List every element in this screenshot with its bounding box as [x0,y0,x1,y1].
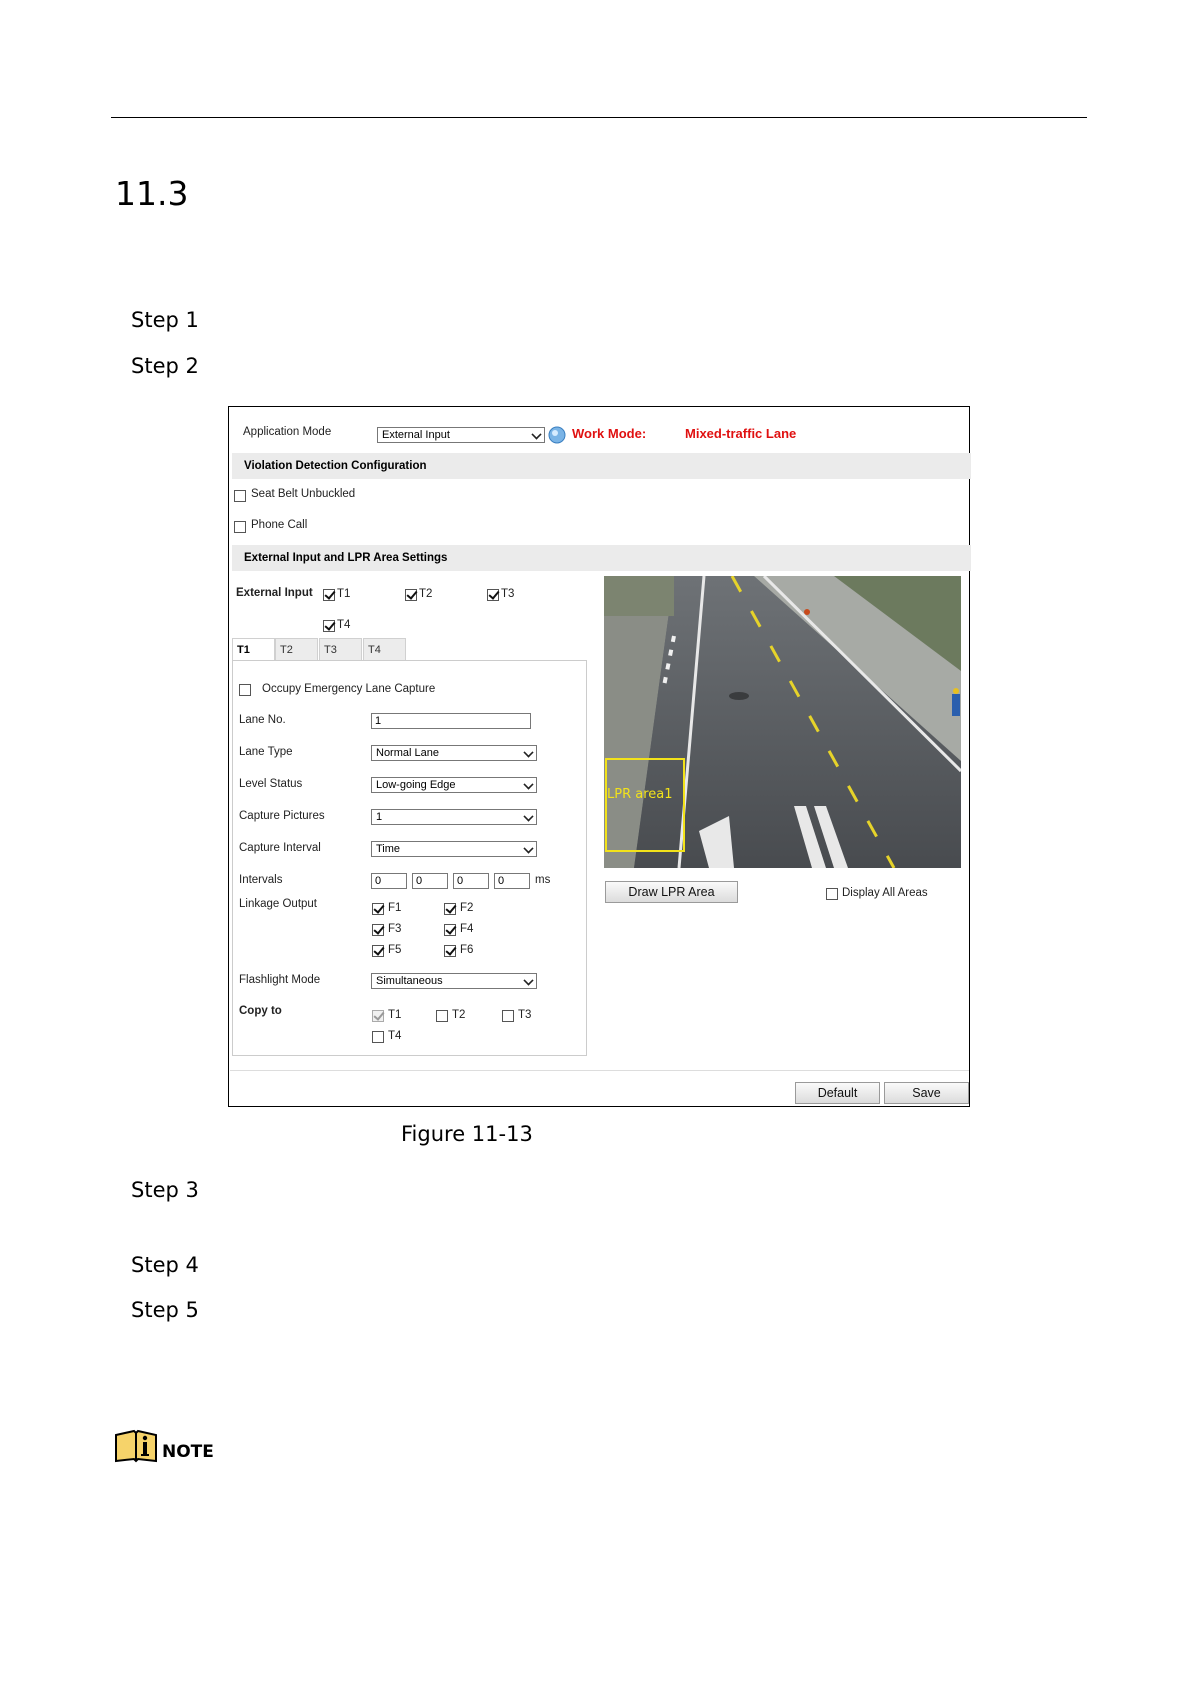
linkage-f5-label: F5 [388,944,402,956]
note-callout [114,1429,214,1463]
external-input-t3-checkbox[interactable] [487,589,499,601]
header-rule [111,117,1087,118]
violation-detection-header: Violation Detection Configuration [232,453,971,479]
chevron-down-icon [523,811,533,821]
flashlight-mode-label: Flashlight Mode [239,974,321,986]
external-input-t1-checkbox[interactable] [323,589,335,601]
interval-input-1[interactable]: 0 [371,873,407,889]
external-input-t1-label: T1 [337,588,351,600]
help-icon[interactable] [548,426,566,444]
road-scene-image [604,576,961,868]
tab-t3[interactable]: T3 [319,638,362,661]
capture-interval-value: Time [376,843,401,855]
seat-belt-checkbox[interactable] [234,490,246,502]
seat-belt-label: Seat Belt Unbuckled [251,488,356,500]
level-status-value: Low-going Edge [376,779,456,791]
linkage-f5-checkbox[interactable] [372,945,384,957]
chevron-down-icon [523,779,533,789]
occupy-emergency-lane-label: Occupy Emergency Lane Capture [262,683,436,695]
interval-input-3[interactable]: 0 [453,873,489,889]
chevron-down-icon [523,843,533,853]
work-mode-value: Mixed-traffic Lane [685,426,797,441]
lpr-area-label: LPR area1 [607,787,673,802]
capture-pictures-label: Capture Pictures [239,810,325,822]
linkage-f6-checkbox[interactable] [444,945,456,957]
linkage-f4-checkbox[interactable] [444,924,456,936]
occupy-emergency-lane-checkbox[interactable] [239,684,251,696]
default-button[interactable]: Default [795,1082,880,1104]
tab-t1[interactable]: T1 [232,638,275,661]
copy-to-t3-checkbox[interactable] [502,1010,514,1022]
step-label: Step 2 [131,354,199,378]
linkage-f1-label: F1 [388,902,402,914]
linkage-f3-label: F3 [388,923,402,935]
tab-t2[interactable]: T2 [275,638,318,661]
save-button[interactable]: Save [884,1082,969,1104]
interval-input-2[interactable]: 0 [412,873,448,889]
application-mode-value: External Input [382,429,450,441]
phone-call-checkbox[interactable] [234,521,246,533]
copy-to-label: Copy to [239,1005,282,1017]
lane-no-input[interactable]: 1 [371,713,531,729]
linkage-f6-label: F6 [460,944,474,956]
display-all-areas-checkbox[interactable] [826,888,838,900]
application-mode-select[interactable] [377,427,545,443]
step-label: Step 5 [131,1298,199,1322]
copy-to-t1-label: T1 [388,1009,402,1021]
external-input-t4-checkbox[interactable] [323,620,335,632]
external-input-lpr-header: External Input and LPR Area Settings [232,545,971,571]
chevron-down-icon [523,975,533,985]
external-input-t2-label: T2 [419,588,433,600]
application-mode-label: Application Mode [243,426,332,438]
copy-to-t3-label: T3 [518,1009,532,1021]
note-label: NOTE [162,1442,214,1462]
step-label: Step 4 [131,1253,199,1277]
copy-to-t4-checkbox[interactable] [372,1031,384,1043]
external-input-t3-label: T3 [501,588,515,600]
interval-input-4[interactable]: 0 [494,873,530,889]
section-number: 11.3 [115,174,189,213]
lane-type-value: Normal Lane [376,747,439,759]
intervals-label: Intervals [239,874,283,886]
level-status-label: Level Status [239,778,303,790]
display-all-areas-label: Display All Areas [842,887,928,899]
linkage-f4-label: F4 [460,923,474,935]
capture-pictures-value: 1 [376,811,383,823]
capture-interval-select[interactable] [371,841,537,857]
copy-to-t1-checkbox [372,1010,384,1022]
linkage-f3-checkbox[interactable] [372,924,384,936]
copy-to-t2-label: T2 [452,1009,466,1021]
step-label: Step 1 [131,308,199,332]
flashlight-mode-select[interactable] [371,973,537,989]
info-book-icon [114,1429,158,1463]
footer-divider [230,1070,969,1071]
phone-call-label: Phone Call [251,519,308,531]
linkage-f1-checkbox[interactable] [372,903,384,915]
copy-to-t2-checkbox[interactable] [436,1010,448,1022]
linkage-f2-label: F2 [460,902,474,914]
step-label: Step 3 [131,1178,199,1202]
lane-type-label: Lane Type [239,746,293,758]
linkage-f2-checkbox[interactable] [444,903,456,915]
intervals-unit: ms [535,874,551,886]
chevron-down-icon [531,429,541,439]
live-video-preview[interactable] [604,576,961,868]
copy-to-t4-label: T4 [388,1030,402,1042]
level-status-select[interactable] [371,777,537,793]
work-mode-label: Work Mode: [572,426,647,441]
lane-no-label: Lane No. [239,714,286,726]
linkage-output-label: Linkage Output [239,898,318,910]
lane-type-select[interactable] [371,745,537,761]
flashlight-mode-value: Simultaneous [376,975,443,987]
external-input-t4-label: T4 [337,619,351,631]
draw-lpr-area-button[interactable]: Draw LPR Area [605,881,738,903]
capture-pictures-select[interactable] [371,809,537,825]
capture-interval-label: Capture Interval [239,842,321,854]
external-input-label: External Input [236,587,313,599]
tab-t4[interactable]: T4 [363,638,406,661]
chevron-down-icon [523,747,533,757]
figure-caption: Figure 11-13 [401,1122,533,1146]
external-input-t2-checkbox[interactable] [405,589,417,601]
